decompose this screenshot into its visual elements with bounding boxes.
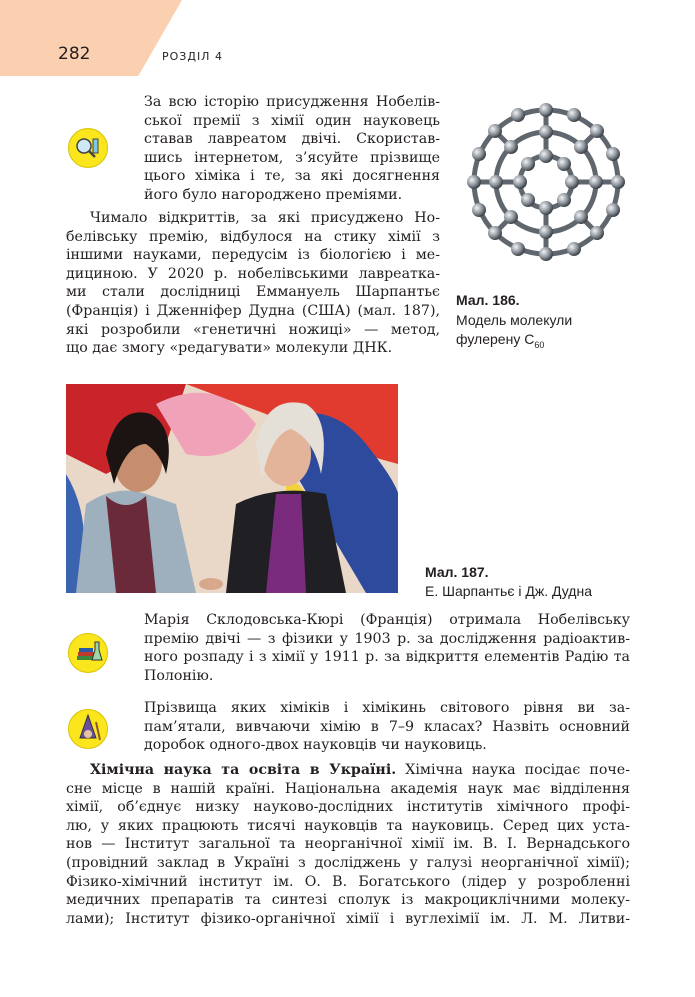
main-paragraph: Чимало відкриттів, за які присуджено Но- белівську премію, відбулося на стику хімії з іншими науками, передусім із біологією і ме- дициною. У 2020 р. нобелівськими лавреатка- ми стали дослідниці Еммануель Шарпантьє (Франція) і Дженніфер Дудна (США) (мал. 187), які розробили «генетичні ножиці» — метод, що дає змогу «редагувати» молекули ДНК. — [66, 210, 440, 357]
fullerene-image — [456, 92, 636, 272]
task-2-text: Прізвища яких хіміків і хімікинь світового рівня ви за- пам’ятали, вивчаючи хімію в 7–9 класах? Назвіть основний доробок одного-двох науковців чи науковиць. — [144, 700, 630, 754]
books-flask-icon — [68, 633, 108, 673]
task-1-text: За всю історію присудження Нобелів- ської премії з хімії один науковець ставав лавреатом двічі. Скористав- шись інтернетом, з’ясуйте прізвище цього хіміка і те, за які досягнення його було нагороджено преміями. — [144, 94, 440, 203]
curie-note: Марія Склодовська-Кюрі (Франція) отримала Нобелівську премію двічі — з фізики у 1903 р. за дослідження радіоактив- ного розпаду і з хімії у 1911 р. за відкриття елементів Радію та Полонію. — [144, 612, 630, 684]
header-tab — [0, 0, 182, 76]
magnifier-flask-icon — [68, 128, 108, 168]
wizard-icon — [68, 709, 108, 749]
figure-186-caption: Модель молекули фулерену $C_{60}$ — [456, 312, 573, 350]
figure-186-number: Мал. 186. — [456, 292, 520, 308]
chem-ukraine-section: Хімічна наука та освіта в Україні. Хімічна наука посідає поче- сне місце в нашій країні. Національна академія наук має відділення хімії, об’єднує низку науково-дослідних інститутів хімічного профі- лю, у яких працюють тисячі науковців та науковиць. Серед цих уста- нов — Інститут загальної та неорганічної хімії ім. В. І. Вернадського (провідний заклад в Україні з досліджень у галузі неорганічної хімії); Фізико-хімічний інститут ім. О. В. Богатського (лідер у розробленні медичних препаратів та синтезі сполук із макроциклічними молеку- лами); Інститут фізико-органічної хімії і вуглехімії ім. Л. М. Литви- — [66, 762, 630, 927]
figure-187-caption: Е. Шарпантьє і Дж. Дудна — [425, 583, 592, 599]
laureates-photo — [66, 384, 398, 593]
section-heading: Хімічна наука та освіта в Україні. — [90, 762, 397, 778]
figure-187-number: Мал. 187. — [425, 564, 489, 580]
page-number: 282 — [58, 44, 91, 64]
section-label: РОЗДІЛ 4 — [162, 50, 223, 63]
